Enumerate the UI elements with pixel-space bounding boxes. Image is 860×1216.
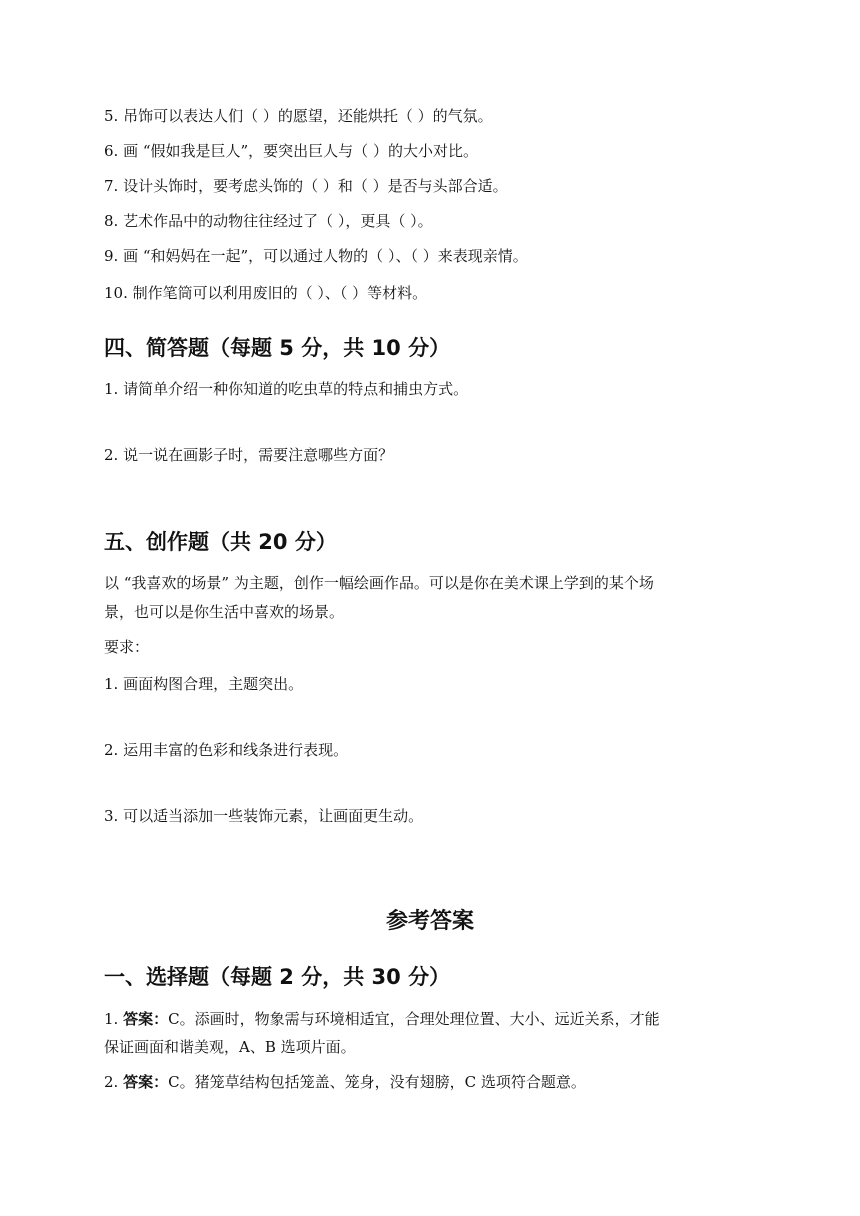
fill-in-item-5: 5. 吊饰可以表达人们（ ）的愿望，还能烘托（ ）的气氛。 <box>104 107 493 125</box>
creation-prompt-line-2: 景，也可以是你生活中喜欢的场景。 <box>104 603 345 621</box>
creation-prompt-line-1: 以 “我喜欢的场景” 为主题，创作一幅绘画作品。可以是你在美术课上学到的某个场 <box>104 574 654 592</box>
short-answer-question-2: 2. 说一说在画影子时，需要注意哪些方面？ <box>104 446 394 464</box>
answer-1-text: C。添画时，物象需与环境相适宜，合理处理位置、大小、远近关系，才能 <box>168 1010 660 1028</box>
answer-2-number: 2. <box>104 1073 124 1091</box>
fill-in-item-10: 10. 制作笔筒可以利用废旧的（ ）、（ ）等材料。 <box>104 284 428 302</box>
answer-2-label: 答案： <box>123 1073 169 1091</box>
requirement-1: 1. 画面构图合理，主题突出。 <box>104 675 304 693</box>
fill-in-item-9: 9. 画 “和妈妈在一起”，可以通过人物的（ ）、（ ）来表现亲情。 <box>104 247 528 265</box>
section-4-title: 四、简答题（每题 5 分，共 10 分） <box>104 336 451 360</box>
answers-section-1-title: 一、选择题（每题 2 分，共 30 分） <box>104 965 451 989</box>
answer-1-line-2: 保证画面和谐美观，A、B 选项片面。 <box>104 1038 356 1056</box>
answer-1-line-1 <box>104 1009 660 1029</box>
fill-in-item-6: 6. 画 “假如我是巨人”，要突出巨人与（ ）的大小对比。 <box>104 142 478 160</box>
short-answer-question-1: 1. 请简单介绍一种你知道的吃虫草的特点和捕虫方式。 <box>104 380 469 398</box>
requirement-2: 2. 运用丰富的色彩和线条进行表现。 <box>104 741 349 759</box>
requirements-label: 要求： <box>104 638 150 656</box>
fill-in-item-7: 7. 设计头饰时，要考虑头饰的（ ）和（ ）是否与头部合适。 <box>104 177 508 195</box>
answers-title: 参考答案 <box>385 909 474 934</box>
answer-1-label: 答案： <box>123 1010 169 1028</box>
answer-1-number: 1. <box>104 1010 124 1028</box>
fill-in-item-8: 8. 艺术作品中的动物往往经过了（ ），更具（ ）。 <box>104 212 433 230</box>
section-5-title: 五、创作题（共 20 分） <box>104 530 337 554</box>
requirement-3: 3. 可以适当添加一些装饰元素，让画面更生动。 <box>104 807 424 825</box>
answer-2-text: C。猪笼草结构包括笼盖、笼身，没有翅膀，C 选项符合题意。 <box>168 1073 586 1091</box>
answer-2-line <box>104 1072 586 1092</box>
